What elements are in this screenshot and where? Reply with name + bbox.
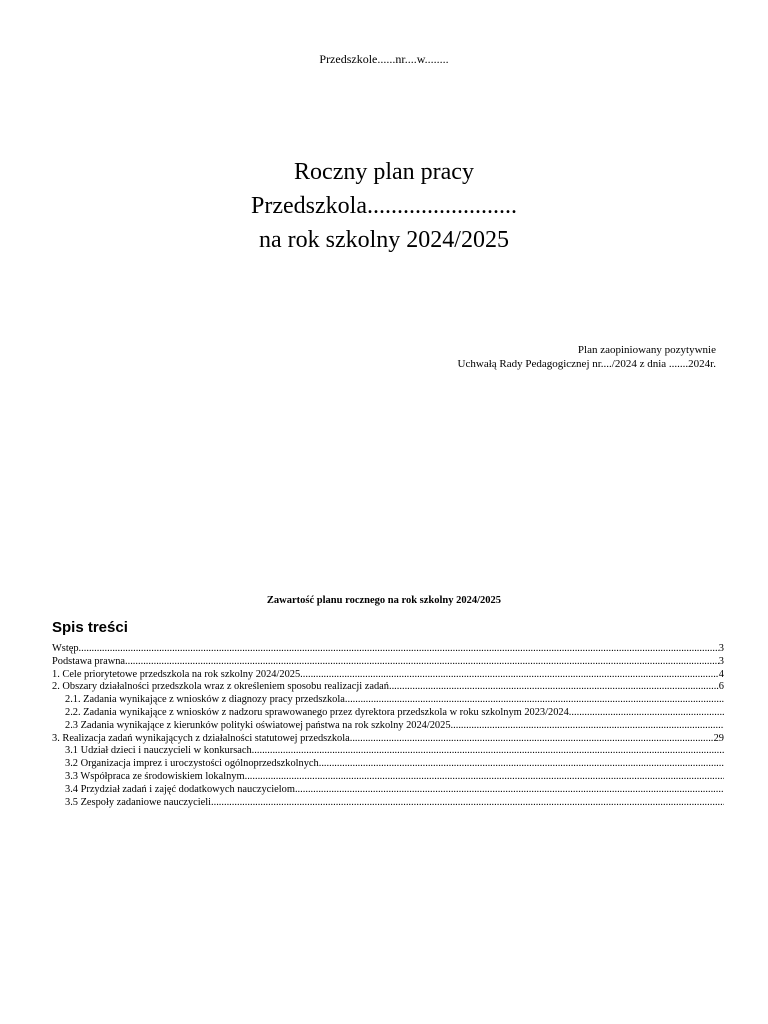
toc-leader-dots [350,733,714,746]
toc-item-text: 3.5 Zespoły zadaniowe nauczycieli [65,796,211,808]
toc-item-text: 2.2. Zadania wynikające z wniosków z nadzoru sprawowanego przez dyrektora przedszkola w roku szkolnym 2023/2024 [65,706,569,718]
toc-title: Spis treści [52,619,128,636]
table-of-contents [52,643,724,809]
toc-item-text: 3. Realizacja zadań wynikających z działalności statutowej przedszkola [52,732,350,744]
toc-leader-dots [211,797,724,810]
toc-item-page: 3 [718,643,724,654]
toc-item-text: Podstawa prawna [52,655,126,667]
toc-item-text: 3.1 Udział dzieci i nauczycieli w konkursach [65,745,252,757]
toc-item[interactable] [52,656,724,669]
approval-note [458,343,716,371]
toc-leader-dots [345,694,724,707]
toc-item-page: 4 [718,668,724,680]
title-line-3: na rok szkolny 2024/2025 [259,227,509,253]
toc-item[interactable] [52,745,724,758]
toc-item[interactable] [52,733,724,746]
toc-item-text: 2.3 Zadania wynikające z kierunków polityki oświatowej państwa na rok szkolny 2024/2025 [65,719,451,731]
toc-item-text: 1. Cele priorytetowe przedszkola na rok szkolny 2024/2025 [52,668,301,680]
approval-line-1: Plan zaopiniowany pozytywnie [577,344,716,356]
toc-item-text: 3.4 Przydział zadań i zajęć dodatkowych nauczycielom [65,783,295,795]
approval-line-2: Uchwałą Rady Pedagogicznej nr..../2024 z dnia .......2024r. [457,358,716,370]
toc-item[interactable] [52,797,724,810]
toc-item[interactable] [52,720,724,733]
toc-leader-dots [125,656,719,669]
title-line-2: Przedszkola......................... [251,193,517,219]
toc-leader-dots [300,669,719,682]
toc-item[interactable] [52,669,724,682]
toc-item-page: 6 [718,681,724,693]
toc-leader-dots [79,643,719,656]
toc-item[interactable] [52,771,724,784]
toc-leader-dots [245,771,724,784]
school-header: Przedszkole......nr....w........ [319,52,449,66]
toc-leader-dots [252,745,724,758]
toc-item-text: 3.3 Współpraca ze środowiskiem lokalnym [65,770,245,782]
toc-item[interactable] [52,694,724,707]
toc-item-text: 3.2 Organizacja imprez i uroczystości ogólnoprzedszkolnych [65,758,319,770]
toc-leader-dots [295,784,724,797]
toc-item[interactable] [52,681,724,694]
contents-heading: Zawartość planu rocznego na rok szkolny 2024/2025 [266,595,502,606]
toc-item[interactable] [52,784,724,797]
toc-leader-dots [389,681,719,694]
toc-item[interactable] [52,707,724,720]
title-line-1: Roczny plan pracy [294,159,474,185]
toc-leader-dots [319,758,724,771]
toc-leader-dots [451,720,724,733]
toc-item-page: 29 [713,732,724,744]
document-title [0,155,768,257]
toc-item-text: 2. Obszary działalności przedszkola wraz z określeniem sposobu realizacji zadań [52,681,389,693]
toc-item-page: 3 [718,655,724,667]
toc-item[interactable] [52,643,724,656]
toc-item-text: Wstęp [52,643,79,654]
toc-item[interactable] [52,758,724,771]
toc-item-text: 2.1. Zadania wynikające z wniosków z diagnozy pracy przedszkola [65,694,345,706]
toc-leader-dots [569,707,724,720]
